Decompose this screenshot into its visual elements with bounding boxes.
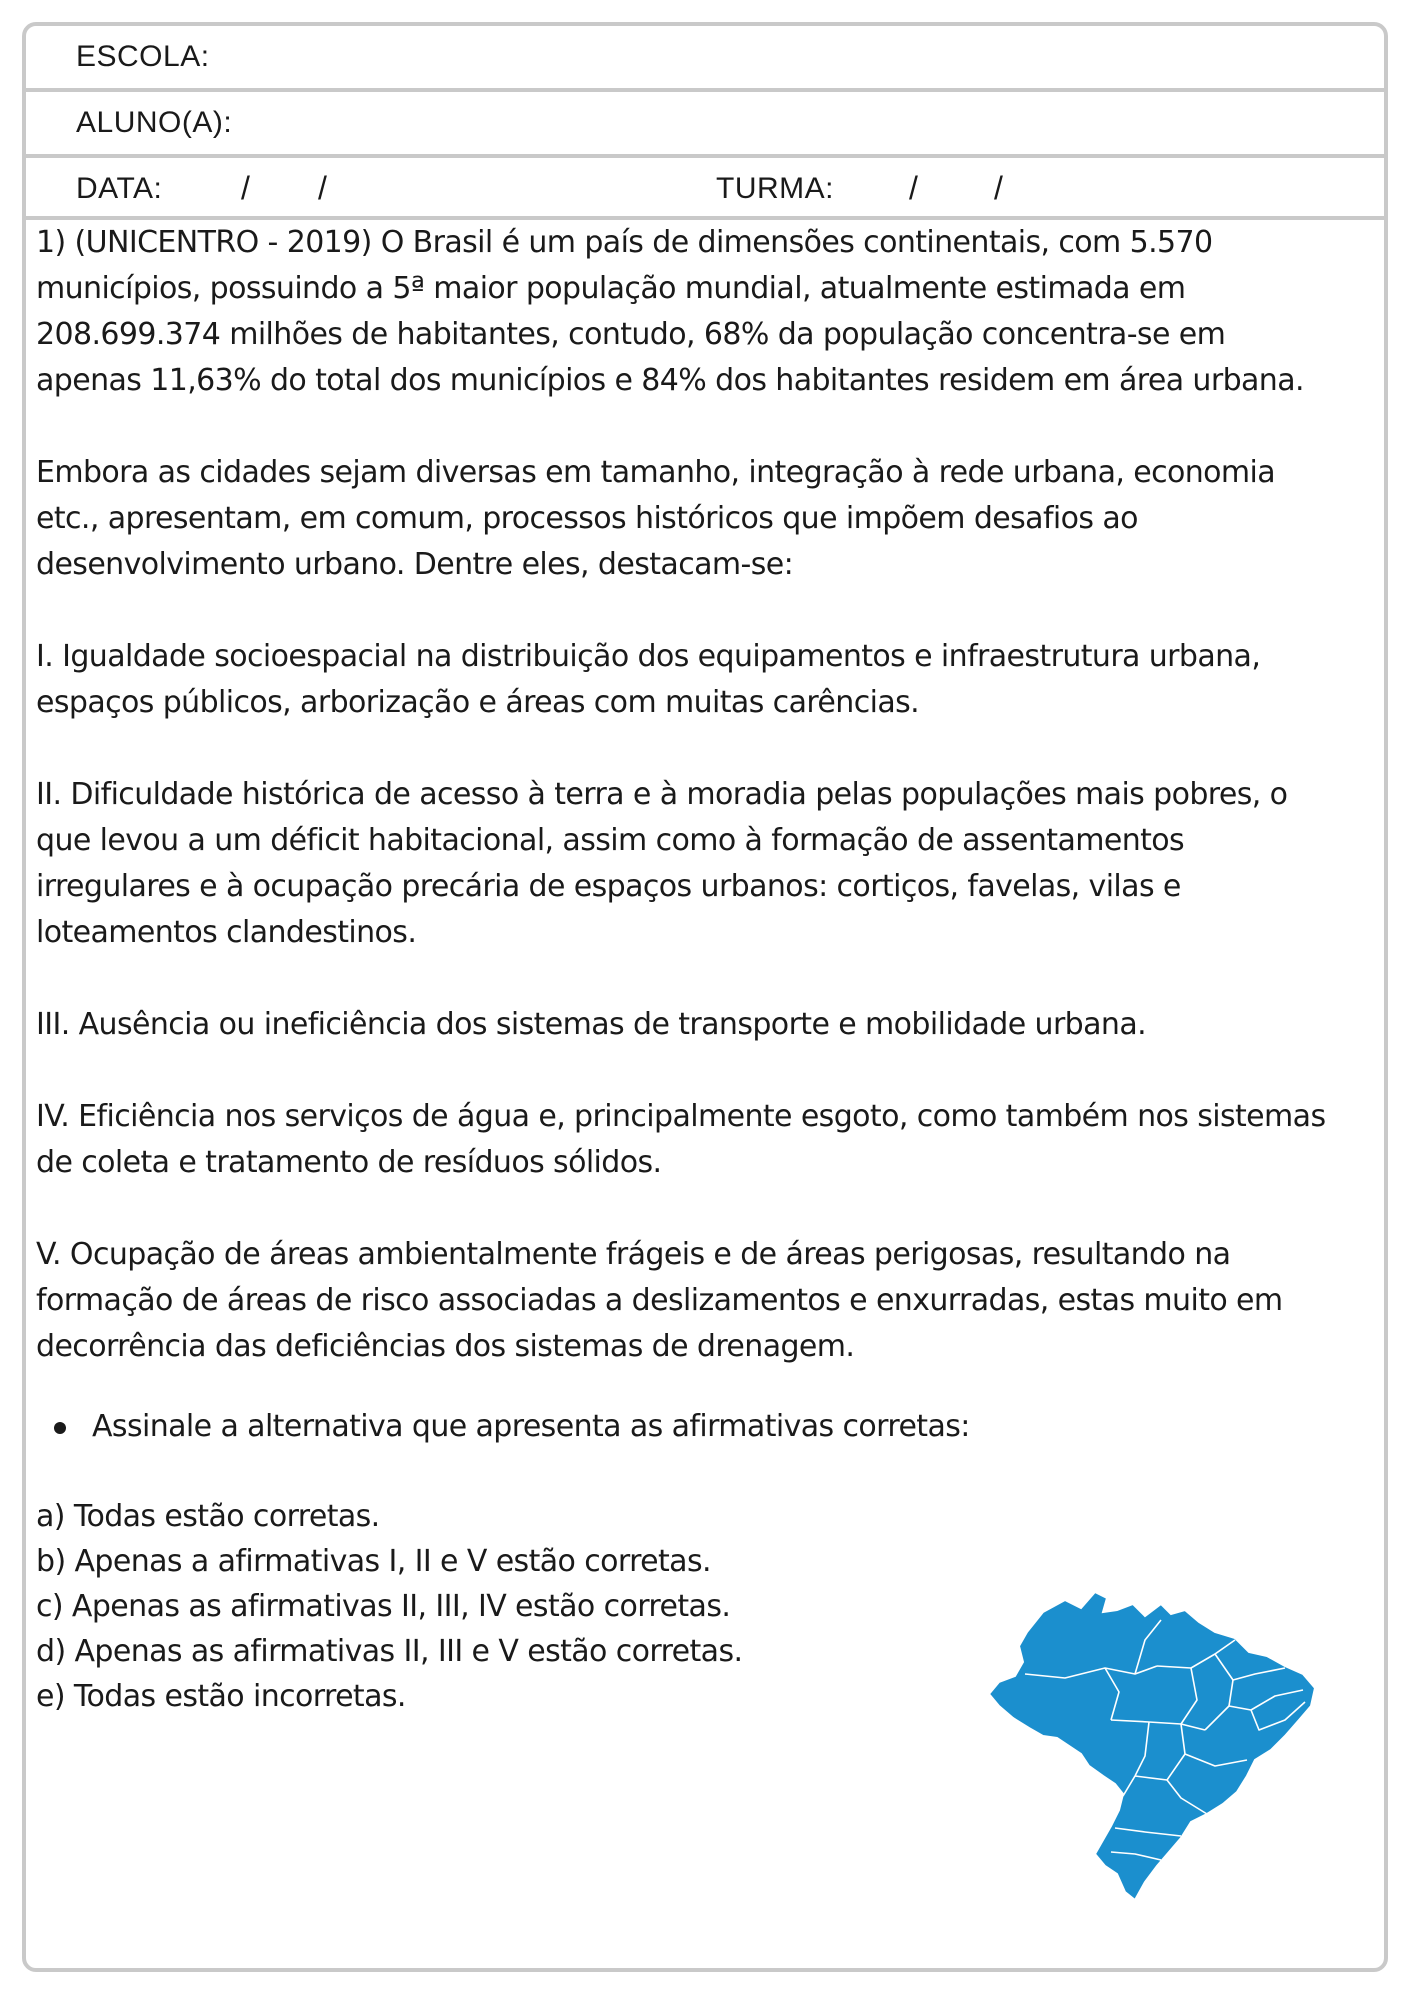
class-label: TURMA:	[716, 172, 834, 205]
question-intro: 1) (UNICENTRO - 2019) O Brasil é um país de dimensões continentais, com 5.570 municípios, possuindo a 5ª maior população mundial, atualmente estimada em 208.699.374 milhões de habitantes, contudo, 68% da população concentra-se em apenas 11,63% do total dos municípios e 84% dos habitantes residem em área urbana.	[36, 225, 1304, 398]
date-slash: /	[241, 170, 250, 206]
bullet-icon	[54, 1422, 66, 1434]
brazil-outline	[989, 1592, 1315, 1900]
class-slash: /	[909, 170, 918, 206]
statement-3: III. Ausência ou ineficiência dos sistemas de transporte e mobilidade urbana.	[36, 1007, 1147, 1042]
student-label: ALUNO(A):	[76, 106, 233, 139]
option-e: e) Todas estão incorretas.	[36, 1679, 406, 1714]
date-slash: /	[318, 170, 327, 206]
date-label: DATA:	[76, 172, 163, 205]
instruction	[36, 1404, 1336, 1450]
student-row	[26, 92, 1384, 158]
question-context: Embora as cidades sejam diversas em tamanho, integração à rede urbana, economia etc., apresentam, em comum, processos históricos que impõem desafios ao desenvolvimento urbano. Dentre eles, destacam-se:	[36, 455, 1276, 582]
class-slash: /	[994, 170, 1003, 206]
statement-5: V. Ocupação de áreas ambientalmente frágeis e de áreas perigosas, resultando na formação de áreas de risco associadas a deslizamentos e enxurradas, estas muito em decorrência das deficiências dos sistemas de drenagem.	[36, 1237, 1283, 1364]
option-a: a) Todas estão corretas.	[36, 1499, 380, 1534]
statement-4: IV. Eficiência nos serviços de água e, principalmente esgoto, como também nos sistemas de coleta e tratamento de resíduos sólidos.	[36, 1099, 1326, 1180]
date-class-row	[26, 158, 1384, 220]
statement-2: II. Dificuldade histórica de acesso à terra e à moradia pelas populações mais pobres, o que levou a um déficit habitacional, assim como à formação de assentamentos irregulares e à ocupação precária de espaços urbanos: cortiços, favelas, vilas e loteamentos clandestinos.	[36, 777, 1288, 950]
instruction-text: Assinale a alternativa que apresenta as afirmativas corretas:	[92, 1409, 970, 1444]
school-row	[26, 26, 1384, 92]
school-label: ESCOLA:	[76, 40, 210, 73]
statement-1: I. Igualdade socioespacial na distribuição dos equipamentos e infraestrutura urbana, espaços públicos, arborização e áreas com muitas carências.	[36, 639, 1261, 720]
brazil-map-icon	[985, 1570, 1320, 1910]
question-body	[36, 220, 1336, 1719]
option-c: c) Apenas as afirmativas II, III, IV estão corretas.	[36, 1589, 731, 1624]
option-b: b) Apenas a afirmativas I, II e V estão corretas.	[36, 1544, 711, 1579]
option-d: d) Apenas as afirmativas II, III e V estão corretas.	[36, 1634, 743, 1669]
